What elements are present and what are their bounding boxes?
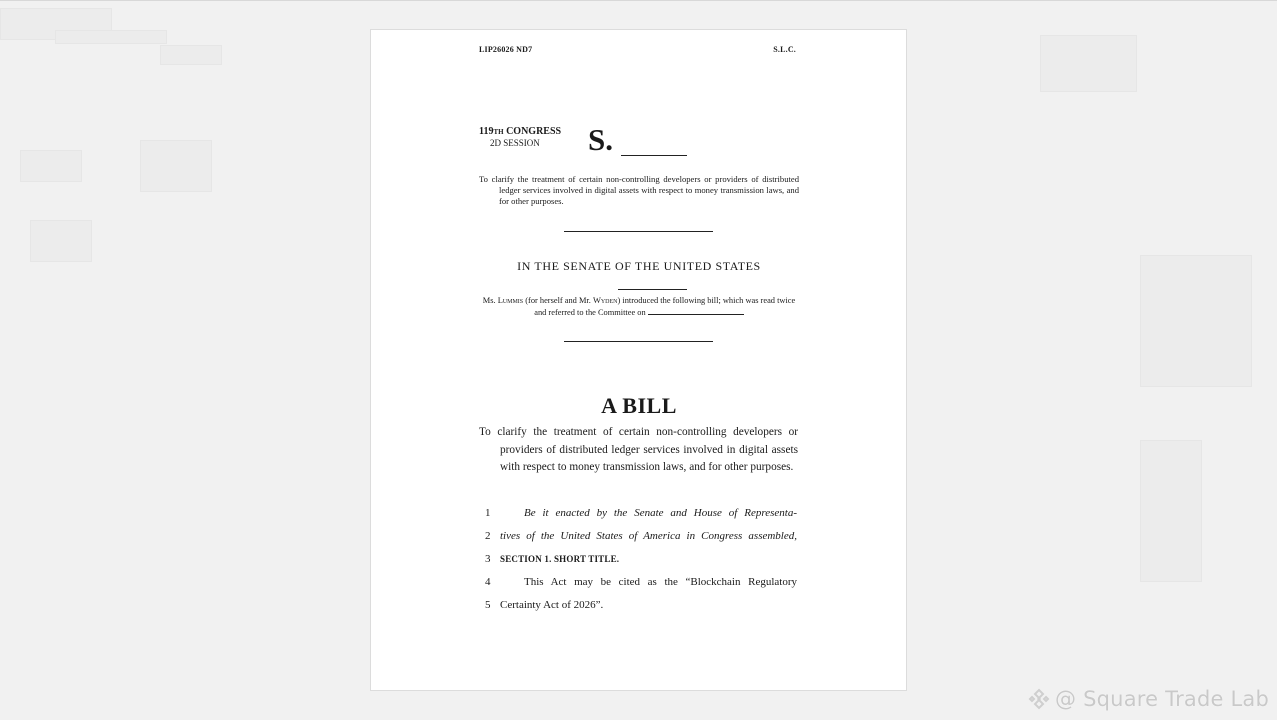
long-title: To clarify the treatment of certain non-controlling developers or providers of distributed ledger services involved in digital assets with respect to money transmission laws, and for other purposes. <box>479 426 798 474</box>
introduction-statement <box>479 295 799 318</box>
bill-number-prefix: S. <box>588 122 613 157</box>
divider-rule <box>564 341 713 342</box>
congress-label: CONGRESS <box>503 126 562 137</box>
line-number: 1 <box>485 507 491 519</box>
bill-line <box>479 594 799 617</box>
section-heading: SECTION 1. SHORT TITLE. <box>500 554 620 564</box>
sponsor-title: Ms. <box>482 296 498 305</box>
binance-diamond-logo-icon <box>1027 687 1051 711</box>
top-divider <box>0 0 1277 1</box>
line-number: 5 <box>485 599 491 611</box>
background-block <box>20 150 82 182</box>
bill-page <box>370 29 907 691</box>
bill-line <box>479 548 799 571</box>
background-block <box>140 140 212 192</box>
bill-heading: A BILL <box>601 393 677 418</box>
line-number: 4 <box>485 576 491 588</box>
bill-line <box>479 502 799 525</box>
bill-number-blank <box>621 155 687 156</box>
background-block <box>1040 35 1137 92</box>
committee-blank <box>648 307 744 315</box>
line-number: 2 <box>485 530 491 542</box>
line-number: 3 <box>485 553 491 565</box>
congress-suffix: TH <box>493 128 504 136</box>
bill-line <box>479 571 799 594</box>
background-block <box>55 30 167 44</box>
congress-line <box>479 126 561 137</box>
enacting-clause-text: tives of the United States of America in Congress assembled, <box>500 530 797 542</box>
background-block <box>1140 255 1252 387</box>
session-label: 2D SESSION <box>490 138 540 148</box>
intro-middle: (for herself and Mr. <box>523 296 593 305</box>
sponsor-name: Lummis <box>497 296 524 305</box>
background-block <box>30 220 92 262</box>
document-code: LIP26026 ND7 <box>479 45 533 54</box>
divider-rule-short <box>618 289 687 290</box>
watermark-text: @ Square Trade Lab <box>1055 687 1269 711</box>
enacting-clause-text: Be it enacted by the Senate and House of Representa- <box>524 507 797 519</box>
bill-line <box>479 525 799 548</box>
short-description: To clarify the treatment of certain non-controlling developers or providers of distributed ledger services involved in digital assets with respect to money transmission laws, and for other purposes. <box>479 174 799 206</box>
background-block <box>1140 440 1202 582</box>
section-text: This Act may be cited as the “Blockchain Regulatory <box>524 576 797 588</box>
slc-code: S.L.C. <box>773 45 796 54</box>
chamber-heading: IN THE SENATE OF THE UNITED STATES <box>517 259 761 273</box>
intro-end: ) introduced the following bill; which was read twice and referred to the Committee on <box>534 296 796 317</box>
watermark <box>1027 687 1269 711</box>
congress-session-block <box>479 126 561 149</box>
background-block <box>160 45 222 65</box>
cosponsor-name: Wyden <box>592 296 618 305</box>
section-text: Certainty Act of 2026”. <box>500 599 604 611</box>
bill-body <box>479 502 799 617</box>
divider-rule <box>564 231 713 232</box>
congress-number: 119 <box>479 126 494 137</box>
